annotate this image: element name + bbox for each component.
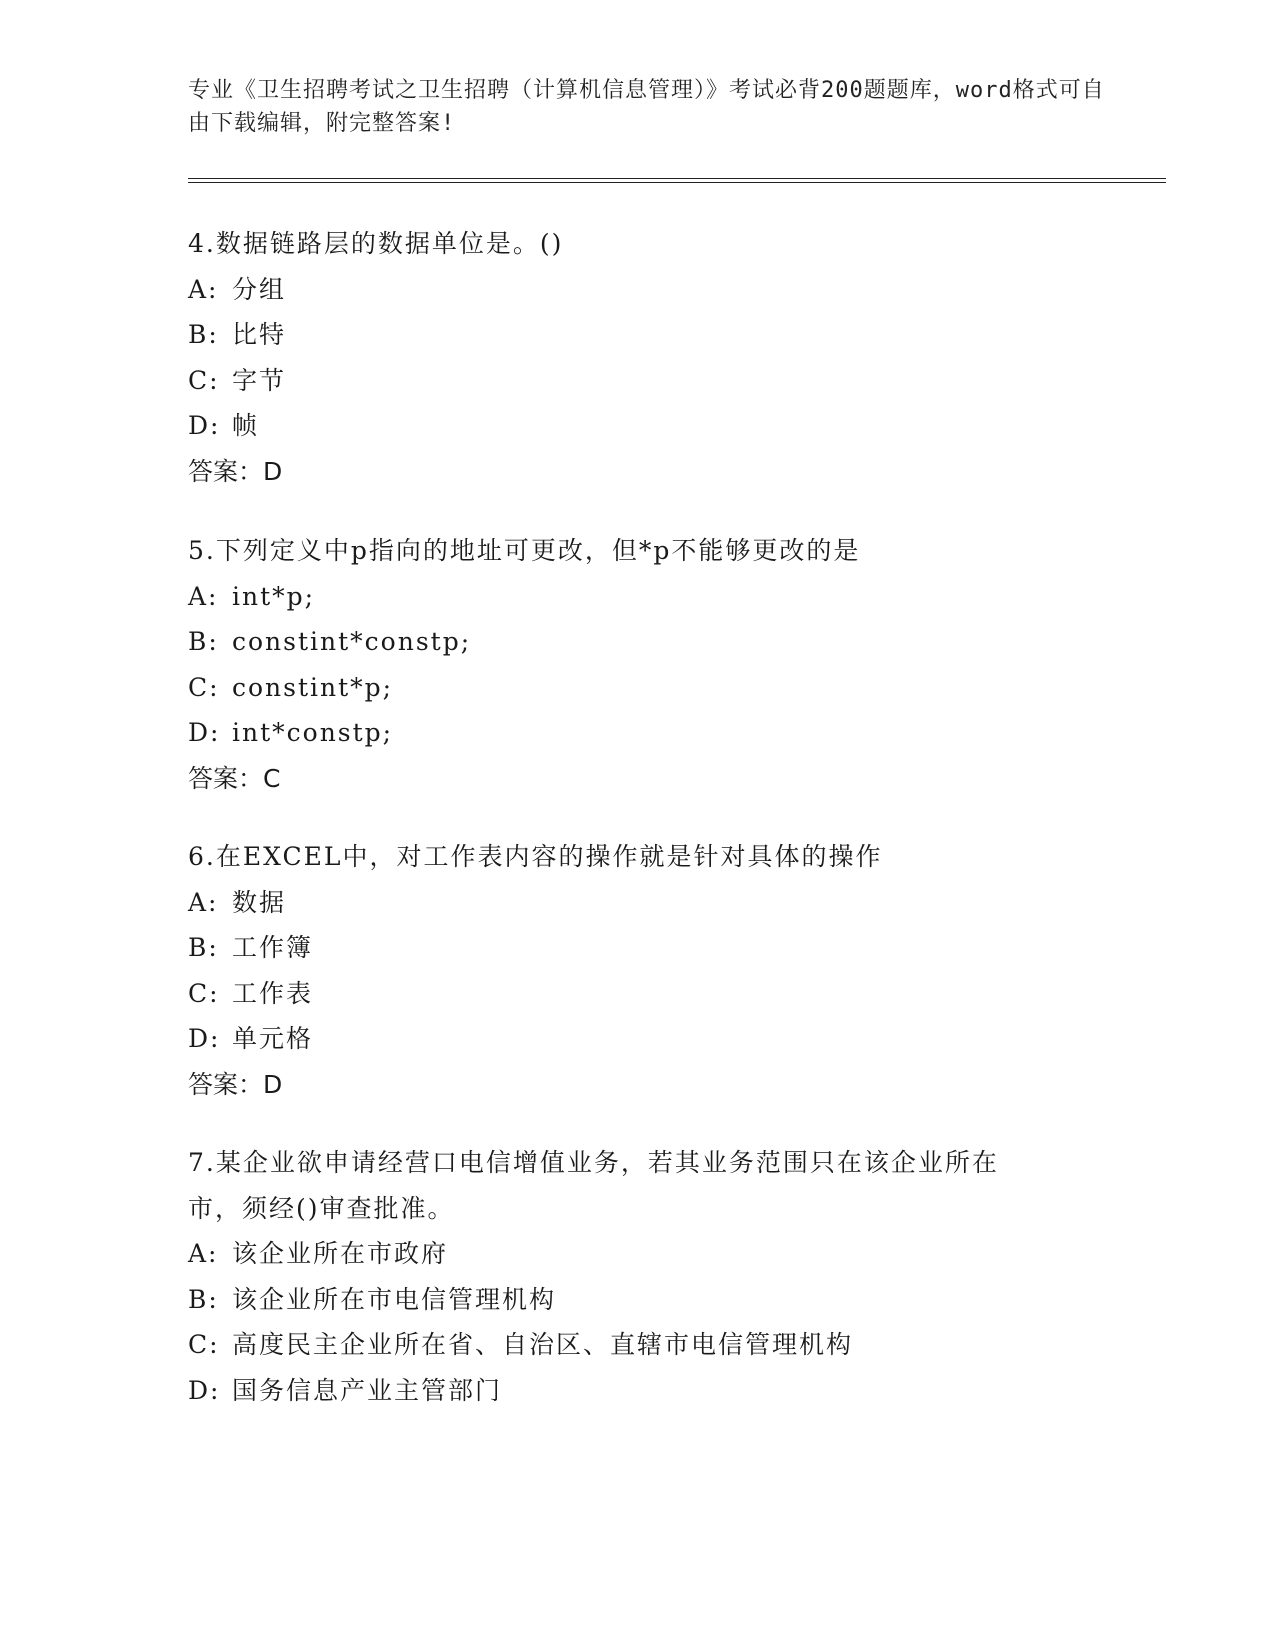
option-d: [188, 710, 1088, 756]
question-7: [188, 1140, 1048, 1413]
option-a: [188, 1231, 1048, 1277]
option-text: 数据: [232, 887, 287, 917]
option-label: A:: [188, 887, 219, 917]
question-stem: 6.在EXCEL中，对工作表内容的操作就是针对具体的操作: [188, 842, 883, 871]
question-stem: 4.数据链路层的数据单位是。(): [188, 229, 564, 258]
question-6: [188, 834, 1088, 1107]
answer-line: 答案：D: [188, 1069, 283, 1099]
option-c: [188, 665, 1088, 711]
option-d: [188, 1016, 1088, 1062]
option-text: constint*constp;: [232, 627, 472, 656]
option-b: [188, 925, 1088, 971]
option-text: 帧: [232, 411, 260, 440]
option-label: D:: [188, 1375, 221, 1405]
option-label: D:: [188, 718, 221, 747]
option-label: B:: [188, 933, 219, 962]
option-text: 比特: [232, 320, 287, 349]
option-a: [188, 880, 1088, 926]
option-label: B:: [188, 627, 219, 656]
option-a: [188, 267, 1088, 313]
option-label: C:: [188, 1330, 220, 1359]
option-label: A:: [188, 1239, 219, 1268]
option-text: constint*p;: [232, 672, 394, 702]
option-d: [188, 1368, 1048, 1414]
option-a: [188, 574, 1088, 620]
option-text: 该企业所在市电信管理机构: [232, 1284, 557, 1314]
option-text: 字节: [232, 365, 287, 395]
question-stem: 5.下列定义中p指向的地址可更改，但*p不能够更改的是: [188, 536, 861, 565]
option-label: B:: [188, 320, 219, 349]
question-stem: 7.某企业欲申请经营口电信增值业务，若其业务范围只在该企业所在市，须经()审查批准。: [188, 1148, 999, 1223]
option-text: 工作表: [232, 978, 314, 1008]
option-text: 分组: [232, 274, 287, 304]
option-b: [188, 619, 1088, 665]
answer-line: 答案：D: [188, 456, 283, 486]
option-label: B:: [188, 1284, 219, 1314]
option-label: C:: [188, 365, 220, 395]
option-label: A:: [188, 581, 219, 611]
option-b: [188, 1277, 1048, 1323]
question-4: [188, 221, 1088, 494]
option-text: 该企业所在市政府: [232, 1239, 449, 1268]
option-b: [188, 312, 1088, 358]
header-double-rule: [188, 178, 1166, 183]
option-text: int*constp;: [232, 718, 394, 747]
option-text: 高度民主企业所在省、自治区、直辖市电信管理机构: [232, 1330, 854, 1359]
question-5: [188, 528, 1088, 801]
option-text: int*p;: [232, 581, 316, 611]
option-text: 工作簿: [232, 933, 314, 962]
answer-line: 答案：C: [188, 763, 281, 793]
option-text: 国务信息产业主管部门: [232, 1375, 503, 1405]
option-label: C:: [188, 978, 220, 1008]
option-text: 单元格: [232, 1024, 314, 1053]
option-c: [188, 358, 1088, 404]
option-label: C:: [188, 672, 220, 702]
option-c: [188, 971, 1088, 1017]
option-label: D:: [188, 1024, 221, 1053]
option-label: A:: [188, 274, 219, 304]
document-header: 专业《卫生招聘考试之卫生招聘（计算机信息管理）》考试必背200题题库，word格式可自由下载编辑，附完整答案!: [188, 78, 1105, 136]
option-c: [188, 1322, 1048, 1368]
option-d: [188, 403, 1088, 449]
option-label: D:: [188, 411, 221, 440]
